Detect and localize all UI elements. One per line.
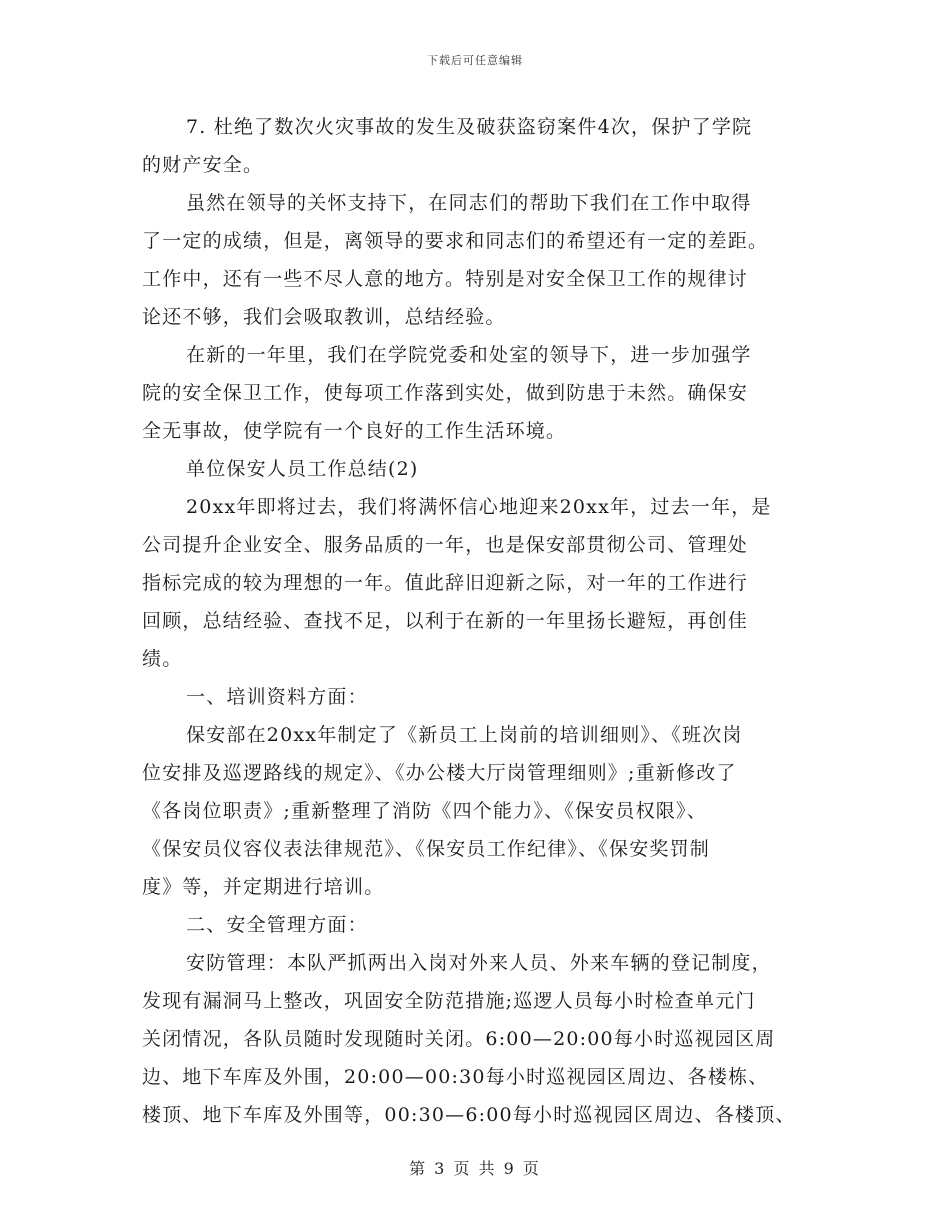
text-line: 了一定的成绩，但是，离领导的要求和同志们的希望还有一定的差距。	[142, 230, 769, 252]
text-line: 公司提升企业安全、服务品质的一年，也是保安部贯彻公司、管理处	[142, 534, 749, 556]
text-line: 20xx年即将过去，我们将满怀信心地迎来20xx年，过去一年，是	[186, 496, 772, 518]
text-line: 发现有漏洞马上整改，巩固安全防范措施;巡逻人员每小时检查单元门	[142, 990, 756, 1012]
text-line: 在新的一年里，我们在学院党委和处室的领导下，进一步加强学	[186, 344, 752, 366]
text-line: 楼顶、地下车库及外围等，00:30—6:00每小时巡视园区周边、各楼顶、	[142, 1104, 796, 1126]
text-line: 边、地下车库及外围，20:00—00:30每小时巡视园区周边、各楼栋、	[142, 1066, 769, 1088]
text-line: 位安排及巡逻路线的规定》、《办公楼大厅岗管理细则》;重新修改了	[142, 762, 737, 784]
text-line: 回顾，总结经验、查找不足，以利于在新的一年里扬长避短，再创佳	[142, 610, 749, 632]
page-header-note: 下载后可任意编辑	[427, 54, 523, 67]
page-number: 第 3 页 共 9 页	[409, 1159, 541, 1178]
text-line: 绩。	[142, 648, 183, 670]
text-line: 的财产安全。	[142, 154, 264, 176]
document-body	[142, 108, 832, 1134]
text-line: 虽然在领导的关怀支持下，在同志们的帮助下我们在工作中取得	[186, 192, 752, 214]
section-heading: 二、安全管理方面：	[186, 914, 368, 936]
text-line: 《保安员仪容仪表法律规范》、《保安员工作纪律》、《保安奖罚制	[142, 838, 711, 860]
section-title: 单位保安人员工作总结(2)	[186, 458, 419, 480]
text-line: 院的安全保卫工作，使每项工作落到实处，做到防患于未然。确保安	[142, 382, 749, 404]
text-line: 关闭情况，各队员随时发现随时关闭。6:00—20:00每小时巡视园区周	[142, 1028, 776, 1050]
text-line: 《各岗位职责》;重新整理了消防《四个能力》、《保安员权限》、	[142, 800, 707, 822]
text-line: 安防管理：本队严抓两出入岗对外来人员、外来车辆的登记制度，	[186, 952, 772, 974]
text-line: 论还不够，我们会吸取教训，总结经验。	[142, 306, 506, 328]
text-line: 保安部在20xx年制定了《新员工上岗前的培训细则》、《班次岗	[186, 724, 743, 746]
section-heading: 一、培训资料方面：	[186, 686, 368, 708]
text-line: 全无事故，使学院有一个良好的工作生活环境。	[142, 420, 567, 442]
text-line: 指标完成的较为理想的一年。值此辞旧迎新之际，对一年的工作进行	[142, 572, 749, 594]
text-line: 工作中，还有一些不尽人意的地方。特别是对安全保卫工作的规律讨	[142, 268, 749, 290]
text-line: 度》等，并定期进行培训。	[142, 876, 385, 898]
text-line: 7. 杜绝了数次火灾事故的发生及破获盗窃案件4次，保护了学院	[186, 116, 753, 138]
